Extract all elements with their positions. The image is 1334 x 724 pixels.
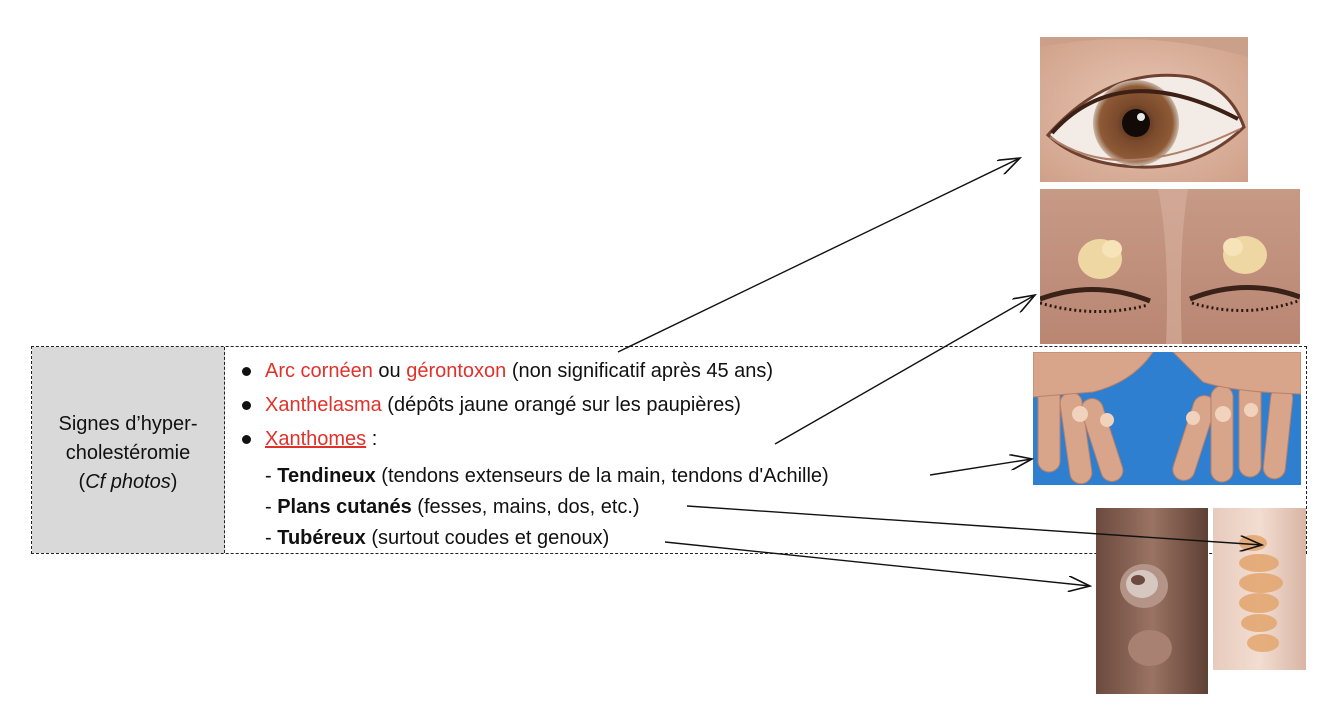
subitem-plans-cutanes-label: Plans cutanés	[277, 496, 412, 518]
category-paren-open: (	[78, 470, 86, 493]
list-item-xanthelasma	[239, 388, 773, 422]
bullet-icon	[242, 401, 251, 410]
subitem-tendineux-label: Tendineux	[277, 465, 376, 487]
planar-xanthoma-photo	[1213, 508, 1306, 670]
list-item-arc-corneen	[239, 354, 773, 388]
subitem-tubereux-description: (surtout coudes et genoux)	[365, 527, 610, 549]
subitem-tubereux	[265, 523, 829, 554]
term-arc-corneen: Arc cornéen	[265, 360, 373, 382]
cf-photos-italic: Cf photos	[85, 470, 171, 493]
xanthomes-colon: :	[366, 428, 378, 450]
subitem-tendineux-description: (tendons extenseurs de la main, tendons d'Achille)	[375, 465, 829, 487]
arc-description: (non significatif après 45 ans)	[506, 360, 774, 382]
tuberous-xanthoma-photo	[1096, 508, 1208, 694]
subitem-tubereux-label: Tubéreux	[277, 527, 366, 549]
category-line-3	[59, 468, 198, 497]
dash: -	[265, 527, 278, 549]
xanthomes-subitems	[265, 461, 829, 554]
subitem-plans-cutanes-description: (fesses, mains, dos, etc.)	[411, 496, 640, 518]
dash: -	[265, 496, 278, 518]
xanthelasma-photo	[1040, 189, 1300, 344]
category-paren-close: )	[170, 470, 178, 493]
subitem-tendineux	[265, 461, 829, 492]
hands-xanthomas-photo	[1033, 352, 1301, 485]
term-gerontoxon: gérontoxon	[406, 360, 507, 382]
term-xanthelasma: Xanthelasma	[265, 394, 382, 416]
connector-ou: ou	[372, 360, 407, 382]
category-cell	[32, 347, 225, 553]
category-line-1: Signes d’hyper-	[58, 412, 198, 435]
arrow-arc-to-eye	[618, 158, 1020, 352]
eye-photo	[1040, 37, 1248, 182]
term-xanthomes: Xanthomes	[265, 428, 367, 450]
category-line-2: cholestéromie	[65, 441, 191, 464]
bullet-icon	[242, 435, 251, 444]
dash: -	[265, 465, 278, 487]
xanthelasma-description: (dépôts jaune orangé sur les paupières)	[381, 394, 741, 416]
list-item-xanthomes	[239, 422, 773, 456]
subitem-plans-cutanes	[265, 492, 829, 523]
signs-list	[239, 354, 773, 456]
bullet-icon	[242, 367, 251, 376]
